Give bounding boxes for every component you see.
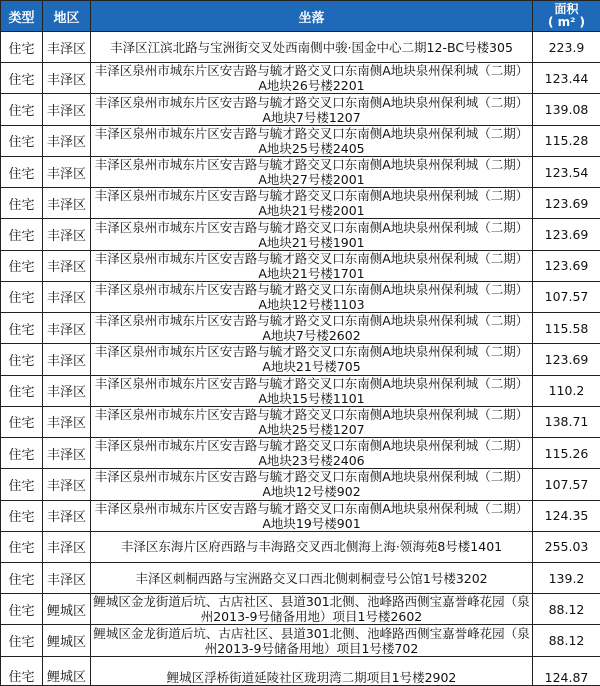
cell-area: 255.03 [533,531,600,562]
cell-area: 123.69 [533,344,600,375]
table-row [1,656,600,685]
table-body [1,32,600,686]
cell-location: 鲤城区金龙街道后坑、古店社区、县道301北侧、池峰路西侧宝嘉誉峰花园（泉州2013-9号储备用地）项目1号楼702 [91,625,533,656]
cell-area: 88.12 [533,625,600,656]
cell-area: 110.2 [533,375,600,406]
cell-location: 丰泽区泉州市城东片区安吉路与毓才路交叉口东南侧A地块泉州保利城（二期）A地块27号楼2001 [91,156,533,187]
cell-location: 丰泽区刺桐西路与宝洲路交叉口西北侧刺桐壹号公馆1号楼3202 [91,562,533,593]
table-row [1,219,600,250]
cell-area: 107.57 [533,469,600,500]
cell-type: 住宅 [1,125,43,156]
cell-type: 住宅 [1,313,43,344]
cell-district: 丰泽区 [43,94,91,125]
table-row [1,625,600,656]
cell-type: 住宅 [1,250,43,281]
cell-location: 丰泽区泉州市城东片区安吉路与毓才路交叉口东南侧A地块泉州保利城（二期）A地块26号楼2201 [91,63,533,94]
header-location: 坐落 [91,1,533,32]
cell-type: 住宅 [1,156,43,187]
table-row [1,562,600,593]
cell-type: 住宅 [1,94,43,125]
cell-district: 丰泽区 [43,438,91,469]
cell-location: 丰泽区泉州市城东片区安吉路与毓才路交叉口东南侧A地块泉州保利城（二期）A地块12号楼902 [91,469,533,500]
cell-area: 123.54 [533,156,600,187]
table-row [1,281,600,312]
cell-district: 丰泽区 [43,406,91,437]
cell-location: 丰泽区泉州市城东片区安吉路与毓才路交叉口东南侧A地块泉州保利城（二期）A地块15号楼1101 [91,375,533,406]
cell-district: 丰泽区 [43,156,91,187]
cell-area: 123.69 [533,188,600,219]
cell-district: 丰泽区 [43,250,91,281]
cell-location: 鲤城区金龙街道后坑、古店社区、县道301北侧、池峰路西侧宝嘉誉峰花园（泉州2013-9号储备用地）项目1号楼2602 [91,594,533,625]
cell-type: 住宅 [1,594,43,625]
cell-area: 124.35 [533,500,600,531]
cell-location: 丰泽区泉州市城东片区安吉路与毓才路交叉口东南侧A地块泉州保利城（二期）A地块21号楼705 [91,344,533,375]
cell-district: 丰泽区 [43,469,91,500]
table-row [1,438,600,469]
cell-location: 丰泽区泉州市城东片区安吉路与毓才路交叉口东南侧A地块泉州保利城（二期）A地块19号楼901 [91,500,533,531]
cell-district: 丰泽区 [43,63,91,94]
header-area [533,1,600,32]
cell-area: 223.9 [533,32,600,63]
table-row [1,188,600,219]
cell-district: 丰泽区 [43,313,91,344]
cell-type: 住宅 [1,188,43,219]
cell-area: 123.69 [533,219,600,250]
cell-district: 丰泽区 [43,500,91,531]
cell-area: 123.69 [533,250,600,281]
table-row [1,594,600,625]
cell-district: 丰泽区 [43,219,91,250]
cell-area: 123.44 [533,63,600,94]
cell-location: 丰泽区泉州市城东片区安吉路与毓才路交叉口东南侧A地块泉州保利城（二期）A地块7号楼1207 [91,94,533,125]
cell-area: 115.58 [533,313,600,344]
cell-area: 107.57 [533,281,600,312]
header-type: 类型 [1,1,43,32]
cell-type: 住宅 [1,469,43,500]
table-row [1,375,600,406]
cell-district: 丰泽区 [43,32,91,63]
cell-location: 丰泽区江滨北路与宝洲街交叉处西南侧中骏·国金中心二期12-BC号楼305 [91,32,533,63]
table-row [1,500,600,531]
table-row [1,469,600,500]
table-row [1,32,600,63]
table-row [1,63,600,94]
cell-location: 丰泽区泉州市城东片区安吉路与毓才路交叉口东南侧A地块泉州保利城（二期）A地块21号楼2001 [91,188,533,219]
cell-type: 住宅 [1,63,43,94]
cell-area: 139.2 [533,562,600,593]
header-area-label: 面积 [554,2,579,16]
cell-district: 鲤城区 [43,656,91,685]
cell-location: 丰泽区泉州市城东片区安吉路与毓才路交叉口东南侧A地块泉州保利城（二期）A地块23号楼2406 [91,438,533,469]
cell-location: 丰泽区泉州市城东片区安吉路与毓才路交叉口东南侧A地块泉州保利城（二期）A地块12号楼1103 [91,281,533,312]
table-row [1,406,600,437]
cell-district: 丰泽区 [43,344,91,375]
cell-area: 138.71 [533,406,600,437]
cell-type: 住宅 [1,344,43,375]
cell-area: 124.87 [533,656,600,685]
cell-type: 住宅 [1,32,43,63]
cell-district: 丰泽区 [43,562,91,593]
cell-type: 住宅 [1,500,43,531]
cell-location: 丰泽区泉州市城东片区安吉路与毓才路交叉口东南侧A地块泉州保利城（二期）A地块25号楼2405 [91,125,533,156]
cell-district: 丰泽区 [43,125,91,156]
cell-type: 住宅 [1,438,43,469]
cell-district: 鲤城区 [43,625,91,656]
table-row [1,125,600,156]
cell-area: 115.28 [533,125,600,156]
table-header-row [1,1,600,32]
header-area-unit: ( m² ) [547,15,586,29]
cell-area: 115.26 [533,438,600,469]
table-row [1,250,600,281]
cell-district: 丰泽区 [43,188,91,219]
cell-type: 住宅 [1,406,43,437]
cell-district: 鲤城区 [43,594,91,625]
cell-location: 丰泽区泉州市城东片区安吉路与毓才路交叉口东南侧A地块泉州保利城（二期）A地块25号楼1207 [91,406,533,437]
cell-area: 139.08 [533,94,600,125]
cell-location: 丰泽区泉州市城东片区安吉路与毓才路交叉口东南侧A地块泉州保利城（二期）A地块21号楼1701 [91,250,533,281]
table-row [1,94,600,125]
cell-type: 住宅 [1,531,43,562]
cell-type: 住宅 [1,562,43,593]
cell-type: 住宅 [1,375,43,406]
cell-area: 88.12 [533,594,600,625]
cell-location: 丰泽区泉州市城东片区安吉路与毓才路交叉口东南侧A地块泉州保利城（二期）A地块7号楼2602 [91,313,533,344]
cell-district: 丰泽区 [43,281,91,312]
table-row [1,313,600,344]
cell-type: 住宅 [1,219,43,250]
cell-type: 住宅 [1,281,43,312]
cell-location: 鲤城区浮桥街道延陵社区珑玥湾二期项目1号楼2902 [91,656,533,685]
table-row [1,531,600,562]
cell-type: 住宅 [1,625,43,656]
cell-location: 丰泽区泉州市城东片区安吉路与毓才路交叉口东南侧A地块泉州保利城（二期）A地块21号楼1901 [91,219,533,250]
table-row [1,344,600,375]
header-district: 地区 [43,1,91,32]
cell-location: 丰泽区东海片区府西路与丰海路交叉西北侧海上海·领海苑8号楼1401 [91,531,533,562]
cell-type: 住宅 [1,656,43,685]
cell-district: 丰泽区 [43,375,91,406]
table-row [1,156,600,187]
cell-district: 丰泽区 [43,531,91,562]
